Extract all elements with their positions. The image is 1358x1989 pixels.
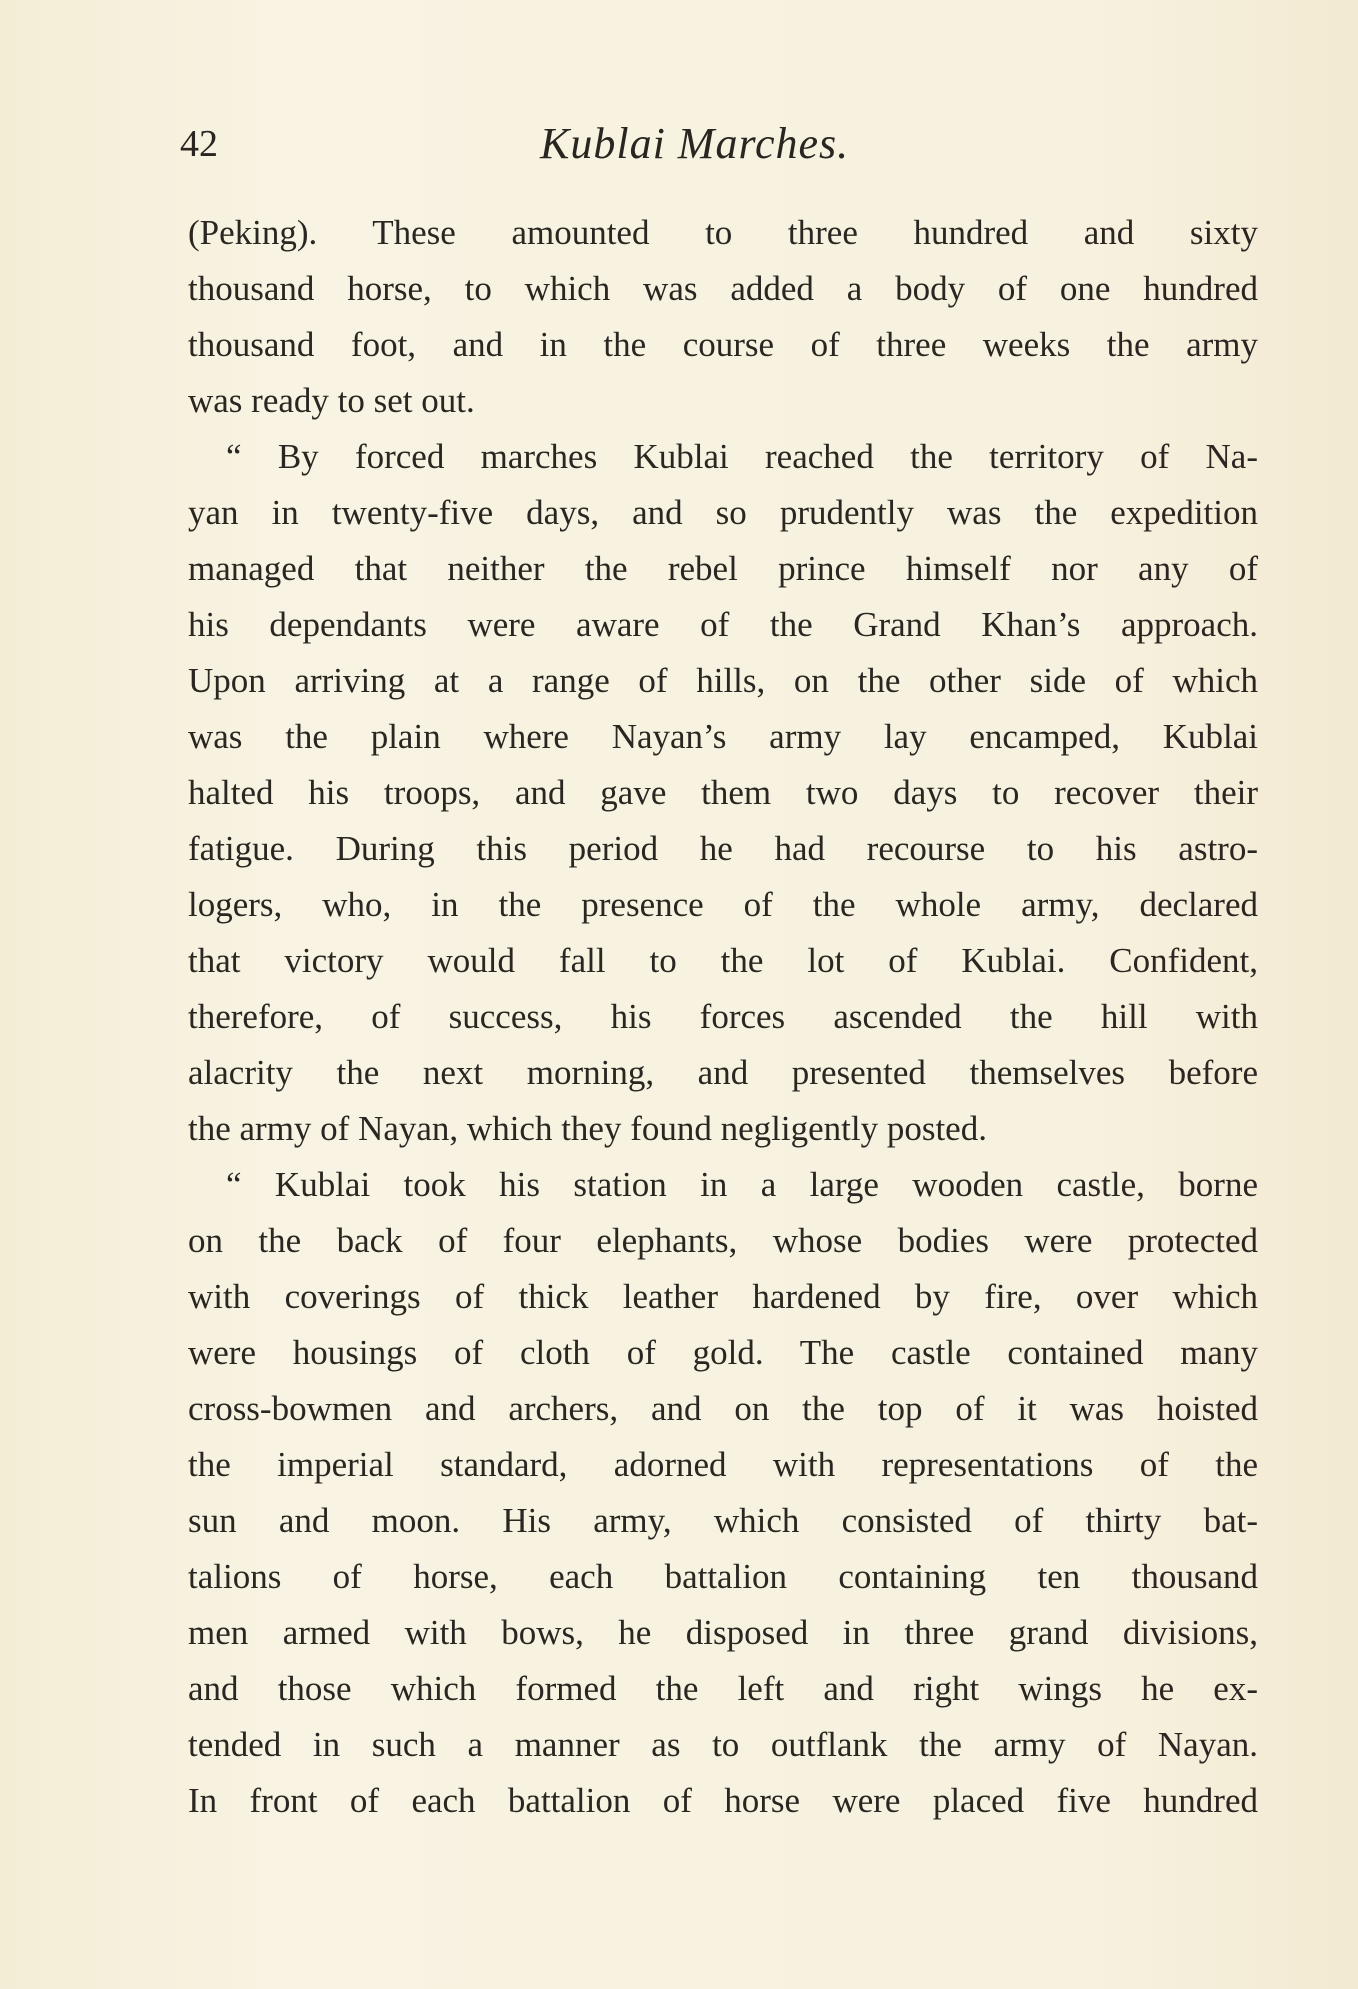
text-line: alacrity the next morning, and presented themselves before — [188, 1053, 1258, 1092]
text-line: thousand horse, to which was added a body of one hundred — [188, 269, 1258, 308]
text-line: thousand foot, and in the course of three weeks the army — [188, 325, 1258, 364]
running-title: Kublai Marches. — [540, 119, 850, 168]
page-number: 42 — [180, 123, 218, 165]
text-line: talions of horse, each battalion containing ten thousand — [188, 1557, 1258, 1596]
text-line: men armed with bows, he disposed in three grand divisions, — [188, 1613, 1258, 1652]
text-line: were housings of cloth of gold. The castle contained many — [188, 1333, 1258, 1372]
text-line: and those which formed the left and right wings he ex- — [188, 1669, 1258, 1708]
text-line: on the back of four elephants, whose bodies were protected — [188, 1221, 1258, 1260]
text-line: was ready to set out. — [188, 381, 475, 420]
text-line: “ Kublai took his station in a large wooden castle, borne — [226, 1165, 1258, 1204]
text-line: In front of each battalion of horse were placed five hundred — [188, 1781, 1258, 1820]
body-text — [188, 205, 1258, 1829]
text-line: managed that neither the rebel prince himself nor any of — [188, 549, 1258, 588]
text-line: logers, who, in the presence of the whole army, declared — [188, 885, 1258, 924]
text-line: yan in twenty-five days, and so prudently was the expedition — [188, 493, 1258, 532]
text-line: therefore, of success, his forces ascended the hill with — [188, 997, 1258, 1036]
text-line: that victory would fall to the lot of Kublai. Confident, — [188, 941, 1258, 980]
text-line: cross-bowmen and archers, and on the top of it was hoisted — [188, 1389, 1258, 1428]
text-line: (Peking). These amounted to three hundred and sixty — [188, 213, 1258, 252]
text-line: with coverings of thick leather hardened by fire, over which — [188, 1277, 1258, 1316]
text-line: was the plain where Nayan’s army lay encamped, Kublai — [188, 717, 1258, 756]
text-line: “ By forced marches Kublai reached the territory of Na- — [226, 437, 1258, 476]
text-line: fatigue. During this period he had recourse to his astro- — [188, 829, 1258, 868]
text-line: Upon arriving at a range of hills, on the other side of which — [188, 661, 1258, 700]
text-line: the imperial standard, adorned with representations of the — [188, 1445, 1258, 1484]
page-header — [180, 118, 1260, 178]
text-line: the army of Nayan, which they found negligently posted. — [188, 1109, 987, 1148]
text-line: tended in such a manner as to outflank the army of Nayan. — [188, 1725, 1258, 1764]
text-line: sun and moon. His army, which consisted of thirty bat- — [188, 1501, 1258, 1540]
text-line: halted his troops, and gave them two days to recover their — [188, 773, 1258, 812]
text-line: his dependants were aware of the Grand Khan’s approach. — [188, 605, 1258, 644]
